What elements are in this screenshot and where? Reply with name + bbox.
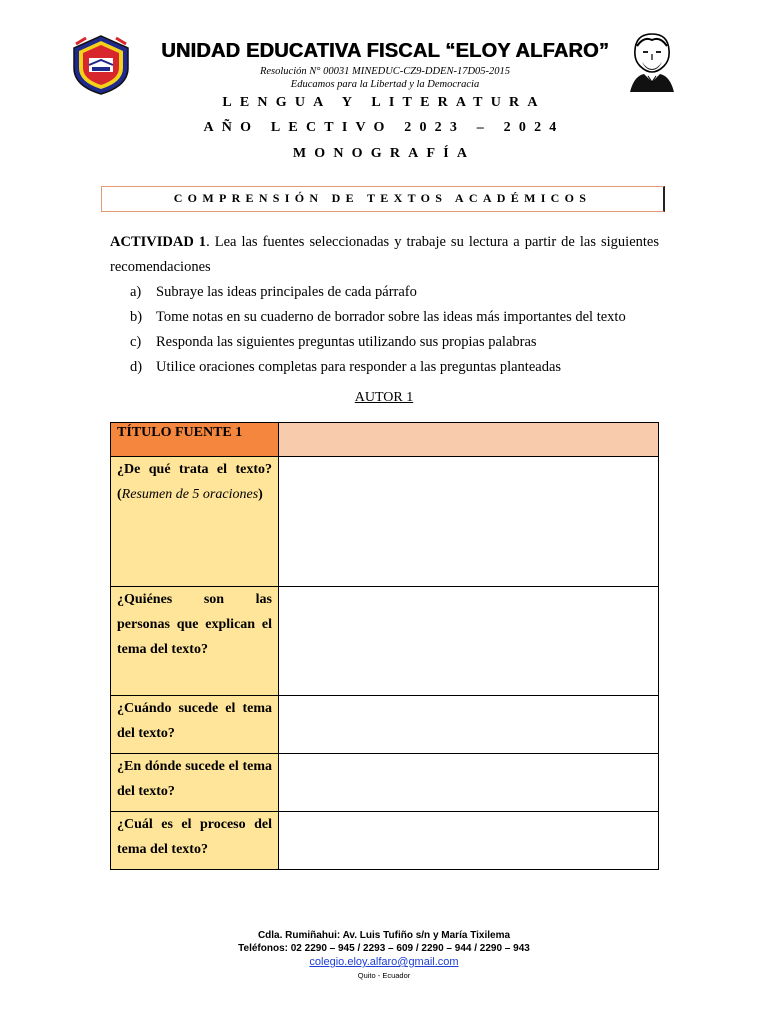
step-item (130, 280, 670, 305)
answer-field[interactable] (279, 457, 659, 587)
question-cell: ¿Cuál es el proceso del tema del texto? (111, 812, 279, 870)
step-text: Tome notas en su cuaderno de borrador sobre las ideas más importantes del texto (156, 309, 626, 325)
step-text: Utilice oraciones completas para responder a las preguntas planteadas (156, 359, 562, 375)
activity-intro (110, 230, 659, 280)
question-cell (111, 457, 279, 587)
step-item (130, 330, 670, 355)
source-title-field[interactable] (279, 423, 659, 457)
question-cell: ¿Quiénes son las personas que explican el tema del texto? (111, 587, 279, 696)
eloy-alfaro-portrait-icon (624, 30, 680, 92)
school-name: UNIDAD EDUCATIVA FISCAL “ELOY ALFARO” (161, 40, 609, 62)
step-key: d) (130, 359, 143, 375)
school-crest-icon (70, 34, 132, 96)
table-header-row (111, 423, 659, 457)
section-title-box (101, 186, 665, 212)
question-note: Resumen de 5 oraciones (121, 487, 259, 502)
question-close: ) (258, 487, 263, 502)
motto-text: Educamos para la Libertad y la Democracia (290, 79, 480, 90)
step-item (130, 355, 670, 380)
source-table (110, 422, 659, 870)
table-row (111, 754, 659, 812)
question-text: ¿De qué trata el texto? ( (117, 462, 272, 502)
activity-label: ACTIVIDAD 1 (110, 234, 207, 250)
doc-type-heading: MONOGRAFÍA (292, 146, 476, 161)
table-row (111, 457, 659, 587)
activity-steps (130, 280, 670, 380)
footer-city: Quito - Ecuador (357, 971, 411, 980)
activity-text: . Lea las fuentes seleccionadas y trabaje su lectura a partir de las siguientes recomendaciones (110, 234, 659, 275)
table-row (111, 696, 659, 754)
answer-field[interactable] (279, 696, 659, 754)
footer-phones: Teléfonos: 02 2290 – 945 / 2293 – 609 / 2290 – 944 / 2290 – 943 (238, 943, 530, 954)
question-cell: ¿Cuándo sucede el tema del texto? (111, 696, 279, 754)
answer-field[interactable] (279, 754, 659, 812)
step-text: Responda las siguientes preguntas utilizando sus propias palabras (156, 334, 537, 350)
answer-field[interactable] (279, 812, 659, 870)
source-title-label: TÍTULO FUENTE 1 (111, 423, 279, 457)
resolution-text: Resolución N° 00031 MINEDUC-CZ9-DDEN-17D05-2015 (259, 66, 511, 77)
school-year-heading: AÑO LECTIVO 2023 – 2024 (203, 120, 565, 135)
answer-field[interactable] (279, 587, 659, 696)
table-row (111, 587, 659, 696)
section-title: COMPRENSIÓN DE TEXTOS ACADÉMICOS (173, 191, 592, 205)
step-key: a) (130, 284, 142, 300)
subject-heading: LENGUA Y LITERATURA (222, 95, 546, 110)
author-heading: AUTOR 1 (354, 390, 414, 405)
step-text: Subraye las ideas principales de cada párrafo (156, 284, 417, 300)
step-item (130, 305, 670, 330)
footer-address: Cdla. Rumiñahui: Av. Luis Tufiño s/n y María Tixilema (257, 930, 511, 941)
step-key: b) (130, 309, 143, 325)
question-cell: ¿En dónde sucede el tema del texto? (111, 754, 279, 812)
step-key: c) (130, 334, 142, 350)
footer-email-link[interactable]: colegio.eloy.alfaro@gmail.com (309, 956, 459, 968)
table-row (111, 812, 659, 870)
